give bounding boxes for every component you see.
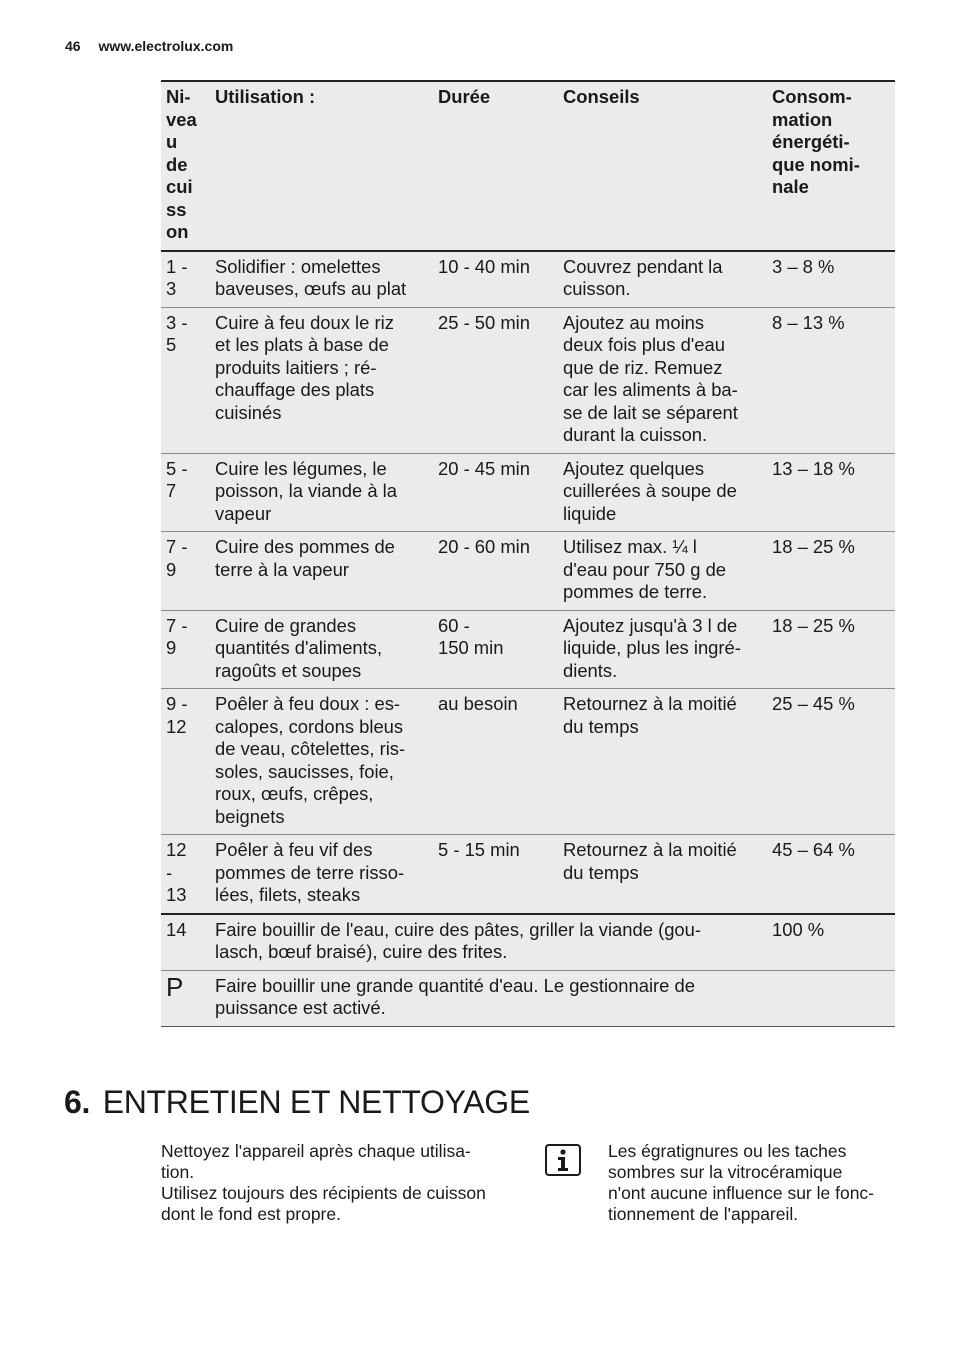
text-line: 12 bbox=[166, 839, 187, 860]
text-line: 25 – 45 % bbox=[772, 693, 855, 714]
text-line: mation bbox=[772, 108, 833, 130]
header-tips bbox=[558, 81, 767, 251]
text-line: 7 - bbox=[166, 614, 188, 636]
text-line: 3 - bbox=[166, 311, 188, 333]
text-line: que nomi- bbox=[772, 153, 860, 175]
text-line: Utilisez max. ¼ l bbox=[563, 536, 697, 557]
header-duration bbox=[433, 81, 558, 251]
text-line: car les aliments à ba- bbox=[563, 379, 738, 400]
text-line: roux, œufs, crêpes, bbox=[215, 783, 374, 804]
page-number: 46 bbox=[65, 38, 81, 54]
text-line: beignets bbox=[215, 805, 285, 827]
text-line: 45 – 64 % bbox=[772, 839, 855, 860]
cell-use bbox=[210, 689, 433, 835]
text-line: vapeur bbox=[215, 502, 272, 524]
text-line: au besoin bbox=[438, 693, 518, 714]
cell-level bbox=[161, 251, 210, 308]
cleaning-instructions bbox=[161, 1141, 521, 1225]
text-line: 9 - bbox=[166, 693, 188, 714]
text-line: 13 bbox=[166, 884, 187, 905]
cell-duration bbox=[433, 689, 558, 835]
text-line: Solidifier : omelettes bbox=[215, 255, 381, 277]
text-line: 8 – 13 % bbox=[772, 311, 845, 333]
text-line: cuillerées à soupe de bbox=[563, 480, 737, 501]
cell-tips bbox=[558, 307, 767, 453]
text-line: énergéti- bbox=[772, 131, 850, 152]
cell-duration bbox=[433, 251, 558, 308]
cell-use bbox=[210, 610, 433, 689]
text-line: Conseils bbox=[563, 86, 640, 107]
text-line: Faire bouillir de l'eau, cuire des pâtes, griller la viande (gou- bbox=[215, 918, 702, 940]
text-line: chauffage des plats bbox=[215, 379, 375, 400]
cell-use bbox=[210, 970, 895, 1026]
text-line: Les égratignures ou les taches bbox=[608, 1141, 847, 1161]
text-line: 20 - 60 min bbox=[438, 536, 530, 557]
table-row bbox=[161, 307, 895, 453]
text-line: baveuses, œufs au plat bbox=[215, 278, 407, 299]
text-line: 1 - bbox=[166, 255, 188, 277]
cell-use bbox=[210, 914, 767, 971]
text-line: Cuire des pommes de bbox=[215, 536, 395, 557]
page-header bbox=[65, 38, 233, 54]
text-line: produits laitiers ; ré- bbox=[215, 356, 377, 378]
text-line: 9 bbox=[166, 637, 177, 658]
text-line: du temps bbox=[563, 861, 639, 883]
text-line: 7 - bbox=[166, 536, 188, 557]
text-line: 5 bbox=[166, 334, 177, 355]
cell-level bbox=[161, 835, 210, 914]
text-line: Consom- bbox=[772, 86, 852, 107]
cell-energy bbox=[767, 307, 895, 453]
cell-tips bbox=[558, 689, 767, 835]
text-line: terre à la vapeur bbox=[215, 558, 349, 580]
table-row bbox=[161, 835, 895, 914]
text-line: pommes de terre risso- bbox=[215, 861, 405, 883]
text-line: poisson, la viande à la bbox=[215, 480, 397, 501]
table-row bbox=[161, 532, 895, 611]
text-line: Retournez à la moitié bbox=[563, 839, 737, 860]
table-row-level-14 bbox=[161, 914, 895, 971]
cell-tips bbox=[558, 610, 767, 689]
cell-level bbox=[161, 689, 210, 835]
cell-tips bbox=[558, 532, 767, 611]
cell-energy bbox=[767, 835, 895, 914]
cell-duration bbox=[433, 835, 558, 914]
text-line: d'eau pour 750 g de bbox=[563, 558, 727, 580]
text-line: 9 bbox=[166, 558, 177, 580]
cell-level bbox=[161, 453, 210, 532]
text-line: Durée bbox=[438, 86, 491, 107]
table-row-power-boost bbox=[161, 970, 895, 1026]
text-line: Ajoutez au moins bbox=[563, 311, 705, 333]
text-line: calopes, cordons bleus bbox=[215, 715, 404, 737]
table-row bbox=[161, 610, 895, 689]
text-line: dients. bbox=[563, 659, 618, 681]
text-line: 25 - 50 min bbox=[438, 311, 530, 333]
info-icon bbox=[545, 1144, 581, 1176]
cell-level bbox=[161, 610, 210, 689]
text-line: Faire bouillir une grande quantité d'eau. Le gestionnaire de bbox=[215, 974, 695, 996]
cell-energy: 100 % bbox=[767, 914, 895, 971]
info-note bbox=[608, 1141, 908, 1225]
section-number: 6. bbox=[64, 1084, 91, 1120]
text-line: ss bbox=[166, 198, 187, 220]
text-line: 5 - bbox=[166, 457, 188, 479]
cell-energy bbox=[767, 251, 895, 308]
text-line: Couvrez pendant la bbox=[563, 255, 723, 277]
header-level bbox=[161, 81, 210, 251]
text-line: cuisinés bbox=[215, 401, 282, 423]
text-line: on bbox=[166, 221, 189, 242]
text-line: de bbox=[166, 153, 188, 175]
table-row bbox=[161, 251, 895, 308]
cell-use bbox=[210, 307, 433, 453]
cell-level: 14 bbox=[161, 914, 210, 971]
text-line: 18 – 25 % bbox=[772, 614, 855, 636]
text-line: n'ont aucune influence sur le fonc- bbox=[608, 1183, 875, 1203]
cooking-settings-table bbox=[161, 80, 895, 1027]
text-line: vea bbox=[166, 108, 197, 130]
text-line: Ajoutez quelques bbox=[563, 457, 705, 479]
section-title: ENTRETIEN ET NETTOYAGE bbox=[102, 1084, 530, 1120]
cell-energy bbox=[767, 453, 895, 532]
text-line: Retournez à la moitié bbox=[563, 693, 737, 714]
text-line: Cuire les légumes, le bbox=[215, 457, 387, 479]
text-line: Cuire à feu doux le riz bbox=[215, 311, 394, 333]
text-line: - bbox=[166, 861, 173, 883]
text-line: liquide, plus les ingré- bbox=[563, 637, 741, 658]
text-line: se de lait se séparent bbox=[563, 401, 738, 423]
text-line: dont le fond est propre. bbox=[161, 1204, 341, 1224]
website-url: www.electrolux.com bbox=[98, 38, 234, 54]
text-line: ragoûts et soupes bbox=[215, 659, 362, 681]
text-line: sombres sur la vitrocéramique bbox=[608, 1162, 843, 1182]
text-line: 3 bbox=[166, 278, 177, 299]
cell-energy bbox=[767, 610, 895, 689]
text-line: que de riz. Remuez bbox=[563, 356, 723, 378]
cell-tips bbox=[558, 251, 767, 308]
text-line: puissance est activé. bbox=[215, 997, 386, 1018]
cell-use bbox=[210, 532, 433, 611]
cell-use bbox=[210, 835, 433, 914]
text-line: tion. bbox=[161, 1162, 195, 1182]
text-line: nale bbox=[772, 176, 809, 197]
text-line: cui bbox=[166, 176, 193, 197]
cell-tips bbox=[558, 453, 767, 532]
text-line: Poêler à feu doux : es- bbox=[215, 693, 401, 714]
text-line: 5 - 15 min bbox=[438, 839, 520, 860]
text-line: de veau, côtelettes, ris- bbox=[215, 738, 406, 759]
text-line: Utilisation : bbox=[215, 86, 316, 107]
text-line: tionnement de l'appareil. bbox=[608, 1204, 799, 1224]
text-line: et les plats à base de bbox=[215, 334, 389, 355]
cell-duration bbox=[433, 532, 558, 611]
header-use bbox=[210, 81, 433, 251]
text-line: du temps bbox=[563, 715, 639, 737]
cell-level bbox=[161, 532, 210, 611]
text-line: cuisson. bbox=[563, 278, 631, 299]
text-line: Cuire de grandes bbox=[215, 614, 357, 636]
cell-energy bbox=[767, 689, 895, 835]
text-line: durant la cuisson. bbox=[563, 424, 708, 445]
power-boost-symbol: P bbox=[161, 970, 210, 1026]
text-line: 150 min bbox=[438, 637, 504, 658]
header-energy bbox=[767, 81, 895, 251]
text-line: 13 – 18 % bbox=[772, 457, 855, 479]
cell-duration bbox=[433, 453, 558, 532]
text-line: u bbox=[166, 131, 178, 152]
text-line: 18 – 25 % bbox=[772, 536, 855, 557]
cell-tips bbox=[558, 835, 767, 914]
table-row bbox=[161, 453, 895, 532]
text-line: 20 - 45 min bbox=[438, 457, 530, 479]
text-line: Nettoyez l'appareil après chaque utilisa- bbox=[161, 1141, 471, 1161]
table-header-row bbox=[161, 81, 895, 251]
text-line: Poêler à feu vif des bbox=[215, 839, 373, 860]
text-line: liquide bbox=[563, 502, 617, 524]
text-line: soles, saucisses, foie, bbox=[215, 760, 394, 782]
cell-use bbox=[210, 453, 433, 532]
text-line: Ni- bbox=[166, 86, 191, 107]
table-row bbox=[161, 689, 895, 835]
text-line: lasch, bœuf braisé), cuire des frites. bbox=[215, 941, 508, 962]
text-line: 12 bbox=[166, 715, 187, 737]
text-line: 10 - 40 min bbox=[438, 255, 530, 277]
text-line: quantités d'aliments, bbox=[215, 637, 383, 658]
text-line: deux fois plus d'eau bbox=[563, 334, 725, 355]
text-line: 3 – 8 % bbox=[772, 255, 835, 277]
cell-duration bbox=[433, 307, 558, 453]
cell-energy bbox=[767, 532, 895, 611]
text-line: pommes de terre. bbox=[563, 581, 708, 602]
text-line: 7 bbox=[166, 480, 177, 501]
text-line: Utilisez toujours des récipients de cuisson bbox=[161, 1183, 486, 1203]
cell-duration bbox=[433, 610, 558, 689]
section-heading bbox=[64, 1082, 530, 1122]
cell-level bbox=[161, 307, 210, 453]
text-line: 60 - bbox=[438, 614, 470, 636]
text-line: lées, filets, steaks bbox=[215, 884, 361, 905]
cell-use bbox=[210, 251, 433, 308]
text-line: Ajoutez jusqu'à 3 l de bbox=[563, 614, 738, 636]
